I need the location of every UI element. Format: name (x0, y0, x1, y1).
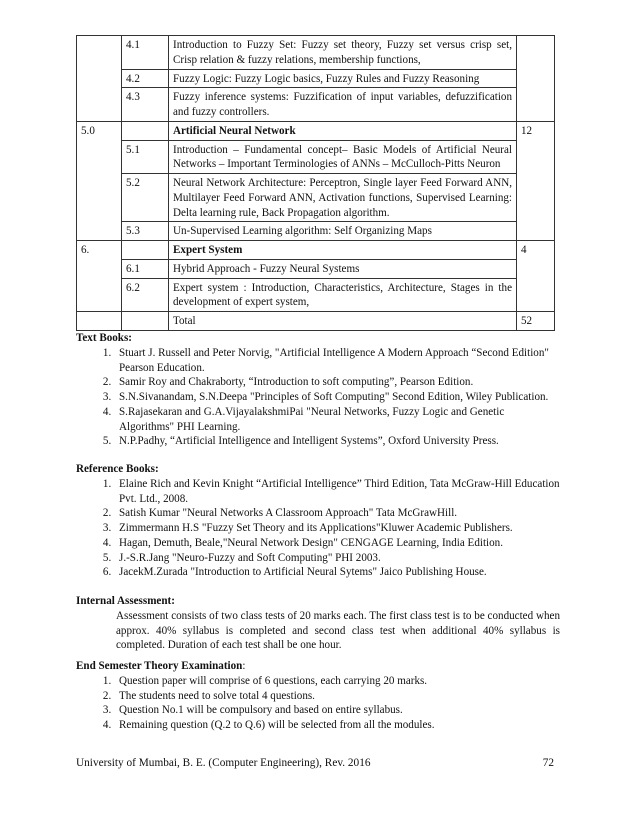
module-title-cell: Expert System (169, 241, 517, 260)
list-item: 1. Elaine Rich and Kevin Knight “Artificial Intelligence” Third Edition, Tata McGraw-Hill Education Pvt. Ltd., 2008. (114, 477, 560, 507)
submodule-cell: 5.2 (122, 174, 169, 222)
total-label-cell: Total (169, 312, 517, 331)
list-item: 4. Remaining question (Q.2 to Q.6) will be selected from all the modules. (114, 718, 560, 733)
reference-books-list (76, 477, 560, 580)
page-footer (76, 756, 554, 771)
submodule-cell: 5.1 (122, 140, 169, 174)
table-row (77, 259, 555, 278)
footer-text: University of Mumbai, B. E. (Computer Engineering), Rev. 2016 (76, 757, 371, 769)
page-number: 72 (542, 757, 554, 769)
table-row (77, 278, 555, 312)
submodule-cell (122, 312, 169, 331)
text-books-title: Text Books: (76, 332, 132, 344)
submodule-cell: 5.3 (122, 222, 169, 241)
table-row (77, 36, 555, 70)
list-item: 4. S.Rajasekaran and G.A.VijayalakshmiPai "Neural Networks, Fuzzy Logic and Genetic Algorithms" PHI Learning. (114, 405, 560, 435)
detail-cell: Introduction – Fundamental concept– Basic Models of Artificial Neural Networks – Important Terminologies of ANNs – McCulloch-Pitts Neuron (169, 140, 517, 174)
text-books-list (76, 346, 560, 449)
detail-cell: Un-Supervised Learning algorithm: Self Organizing Maps (169, 222, 517, 241)
syllabus-table (76, 35, 555, 331)
end-semester-title: End Semester Theory Examination (76, 660, 243, 672)
list-item: 3. Zimmermann H.S "Fuzzy Set Theory and its Applications"Kluwer Academic Publishers. (114, 521, 560, 536)
total-hours-cell: 52 (517, 312, 555, 331)
internal-assessment-title: Internal Assessment: (76, 595, 175, 607)
hours-cell: 12 (517, 121, 555, 240)
table-row (77, 241, 555, 260)
table-row-total (77, 312, 555, 331)
list-item: 5. N.P.Padhy, “Artificial Intelligence and Intelligent Systems”, Oxford University Press. (114, 434, 560, 449)
internal-assessment-text: Assessment consists of two class tests of 20 marks each. The first class test is to be conducted when approx. 40% syllabus is completed and second class test when additional 40% syllabus is completed. Duration of each test shall be one hour. (116, 609, 560, 652)
list-item: 3. Question No.1 will be compulsory and based on entire syllabus. (114, 703, 560, 718)
module-cell (77, 312, 122, 331)
detail-cell: Expert system : Introduction, Characteristics, Architecture, Stages in the development of expert system, (169, 278, 517, 312)
detail-cell: Fuzzy Logic: Fuzzy Logic basics, Fuzzy Rules and Fuzzy Reasoning (169, 69, 517, 88)
module-cell (77, 36, 122, 122)
submodule-cell: 6.2 (122, 278, 169, 312)
submodule-cell: 6.1 (122, 259, 169, 278)
list-item: 6. JacekM.Zurada "Introduction to Artificial Neural Sytems" Jaico Publishing House. (114, 565, 560, 580)
table-row (77, 121, 555, 140)
module-title-cell: Artificial Neural Network (169, 121, 517, 140)
table-row (77, 69, 555, 88)
table-row (77, 222, 555, 241)
table-row (77, 88, 555, 122)
detail-cell: Fuzzy inference systems: Fuzzification of input variables, defuzzification and fuzzy controllers. (169, 88, 517, 122)
detail-cell: Neural Network Architecture: Perceptron, Single layer Feed Forward ANN, Multilayer Feed Forward ANN, Activation functions, Supervised Learning: Delta learning rule, Back Propagation algorithm. (169, 174, 517, 222)
list-item: 4. Hagan, Demuth, Beale,"Neural Network Design" CENGAGE Learning, India Edition. (114, 536, 560, 551)
end-semester-heading (76, 659, 560, 674)
list-item: 2. The students need to solve total 4 questions. (114, 689, 560, 704)
submodule-cell: 4.2 (122, 69, 169, 88)
end-semester-colon: : (242, 660, 246, 672)
hours-cell: 4 (517, 241, 555, 312)
list-item: 1. Stuart J. Russell and Peter Norvig, "Artificial Intelligence A Modern Approach “Second Edition" Pearson Education. (114, 346, 560, 376)
module-cell: 5.0 (77, 121, 122, 240)
list-item: 1. Question paper will comprise of 6 questions, each carrying 20 marks. (114, 674, 560, 689)
end-semester-list (76, 674, 560, 733)
hours-cell (517, 36, 555, 122)
table-row (77, 140, 555, 174)
table-row (77, 174, 555, 222)
list-item: 2. Satish Kumar "Neural Networks A Classroom Approach" Tata McGrawHill. (114, 506, 560, 521)
reference-books-section (76, 462, 560, 580)
submodule-cell (122, 121, 169, 140)
end-semester-section (76, 659, 560, 733)
submodule-cell: 4.1 (122, 36, 169, 70)
text-books-section (76, 331, 560, 449)
submodule-cell (122, 241, 169, 260)
submodule-cell: 4.3 (122, 88, 169, 122)
module-cell: 6. (77, 241, 122, 312)
detail-cell: Introduction to Fuzzy Set: Fuzzy set theory, Fuzzy set versus crisp set, Crisp relation & fuzzy relations, membership functions, (169, 36, 517, 70)
reference-books-title: Reference Books: (76, 463, 159, 475)
list-item: 5. J.-S.R.Jang "Neuro-Fuzzy and Soft Computing" PHI 2003. (114, 551, 560, 566)
list-item: 2. Samir Roy and Chakraborty, “Introduction to soft computing”, Pearson Edition. (114, 375, 560, 390)
list-item: 3. S.N.Sivanandam, S.N.Deepa "Principles of Soft Computing" Second Edition, Wiley Publication. (114, 390, 560, 405)
detail-cell: Hybrid Approach - Fuzzy Neural Systems (169, 259, 517, 278)
internal-assessment-section (76, 594, 560, 653)
